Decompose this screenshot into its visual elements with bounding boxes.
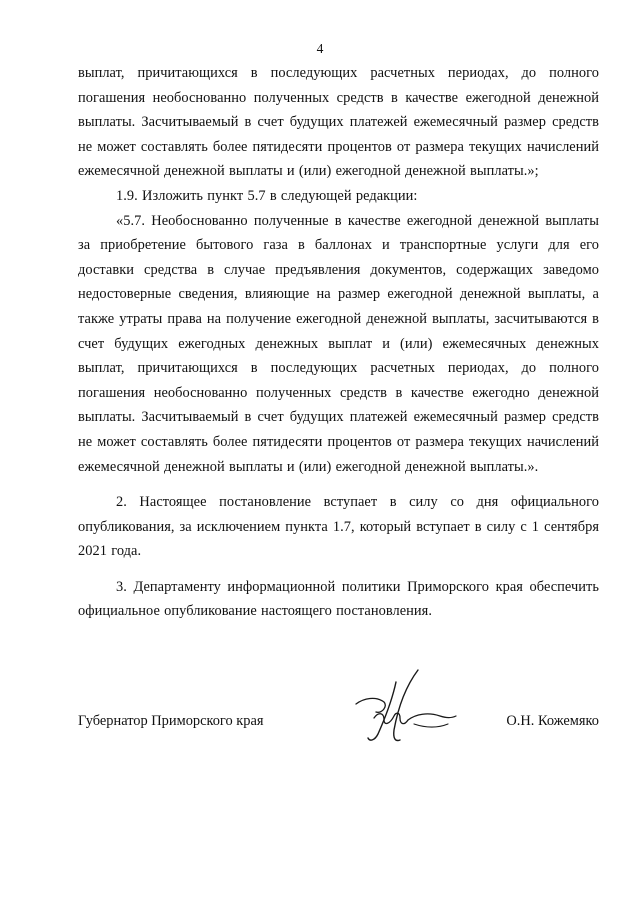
document-body	[78, 61, 599, 624]
paragraph-quoted-5-7: «5.7. Необоснованно полученные в качестве ежегодной денежной выплаты за приобретение бытового газа в баллонах и транспортные услуги для его доставки средства в случае предъявления документов, содержащих заведомо недостоверные сведения, влияющие на размер ежегодной денежной выплаты, а также утраты права на получение ежегодной денежной выплаты, засчитываются в счет будущих ежегодных денежных выплат и (или) ежемесячных денежных выплат, причитающихся в последующих расчетных периодах, до полного погашения необоснованно полученных средств в качестве ежегодно денежной выплаты. Засчитываемый в счет будущих платежей ежемесячный размер средств не может составлять более пятидесяти процентов от размера текущих начислений ежемесячной денежной выплаты и (или) ежегодной денежной выплаты.».	[78, 212, 599, 475]
signatory-name: О.Н. Кожемяко	[506, 713, 599, 729]
handwritten-signature-icon	[348, 668, 458, 748]
page-number: 4	[316, 41, 324, 56]
signatory-title: Губернатор Приморского края	[78, 713, 264, 729]
paragraph-continuation: выплат, причитающихся в последующих расчетных периодах, до полного погашения необоснованно полученных средств в качестве ежегодной денежной выплаты. Засчитываемый в счет будущих платежей ежемесячный размер средств не может составлять более пятидесяти процентов от размера текущих начислений ежемесячной денежной выплаты и (или) ежегодной денежной выплаты.»;	[78, 65, 599, 180]
paragraph-item-3: 3. Департаменту информационной политики Приморского края обеспечить официальное опубликование настоящего постановления.	[78, 578, 599, 620]
signature-block	[78, 711, 599, 743]
paragraph-item-1-9: 1.9. Изложить пункт 5.7 в следующей редакции:	[116, 187, 418, 204]
paragraph-item-2: 2. Настоящее постановление вступает в силу со дня официального опубликования, за исключением пункта 1.7, который вступает в силу с 1 сентября 2021 года.	[78, 494, 599, 560]
